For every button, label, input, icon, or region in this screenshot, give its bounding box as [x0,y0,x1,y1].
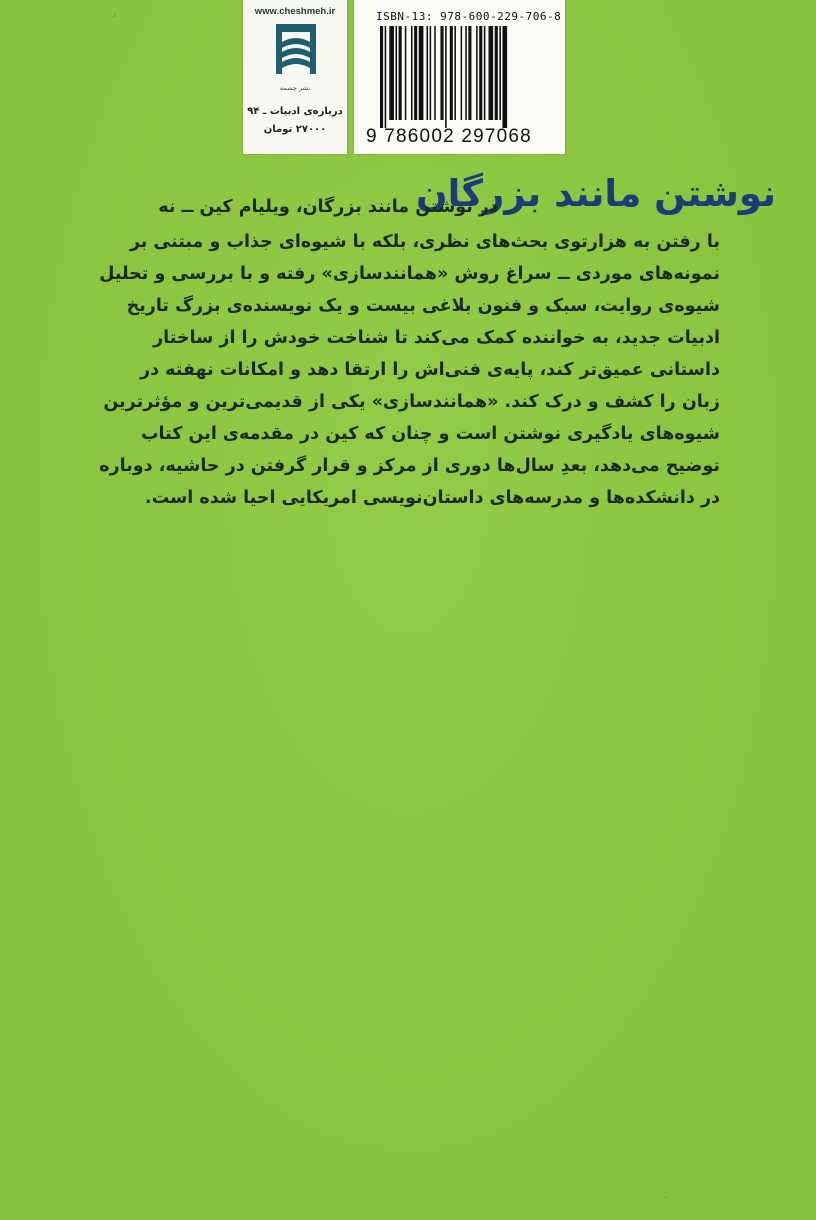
price-label: ۲۷۰۰۰ تومان [263,124,327,135]
body-line: با رفتن به هزارتوی بحث‌های نظری، بلکه با شیوه‌ای جذاب و مبتنی بر [129,232,720,252]
publisher-box [243,0,347,154]
body-line: نمونه‌های موردی ــ سراغ روش «همانندسازی» رفته و با بررسی و تحلیل [99,264,720,284]
publisher-url: www.cheshmeh.ir [254,6,336,17]
body-line: در دانشکده‌ها و مدرسه‌های داستان‌نویسی امریکایی احیا شده است. [144,488,720,508]
cheshmeh-logo-icon [272,22,320,82]
series-label: درباره‌ی ادبیات ـ ۹۴ [247,106,343,117]
isbn-text: ISBN-13: 978-600-229-706-8 [376,10,562,23]
body-line: توضیح می‌دهد، بعدِ سال‌ها دوری از مرکز و قرار گرفتن در حاشیه، دوباره [99,456,720,476]
barcode-icon [380,26,560,128]
barcode-box [354,0,565,154]
corner-mark: ٫ [113,8,117,19]
body-line: داستانی عمیق‌تر کند، پایه‌ی فنی‌اش را ارتقا دهد و امکانات نهفته در [140,360,720,380]
body-line: زبان را کشف و درک کند. «همانندسازی» یکی از قدیمی‌ترین و مؤثرترین [103,392,720,412]
intro-text: در نوشتن مانند بزرگان، ویلیام کین ــ نه [158,197,498,217]
corner-mark: ـ [663,1190,666,1201]
publisher-name: نشر چشمه [279,84,311,92]
book-title: نوشتن مانند بزرگان [415,172,776,215]
body-line: شیوه‌های یادگیری نوشتن است و چنان که کین در مقدمه‌ی این کتاب [140,424,720,444]
barcode-number: 9 786002 297068 [366,126,532,147]
body-line: شیوه‌ی روایت، سبک و فنون بلاغی بیست و یک نویسنده‌ی بزرگ تاریخ [126,296,720,316]
body-line: ادبیات جدید، به خواننده کمک می‌کند تا شناخت خودش را از ساختار [153,328,720,348]
